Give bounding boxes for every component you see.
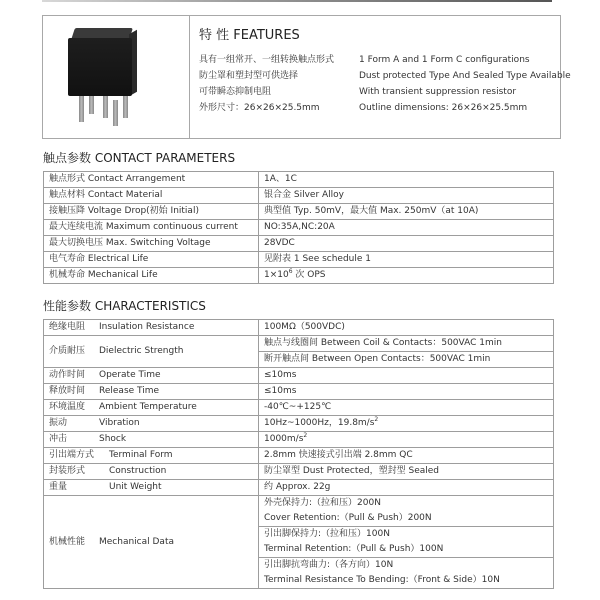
param-label: 最大连续电流 Maximum continuous current [44, 220, 259, 236]
param-label: 引出端方式 Terminal Form [44, 448, 259, 464]
param-label: 重量 Unit Weight [44, 480, 259, 496]
param-value: ≤10ms [259, 368, 554, 384]
table-row [44, 336, 554, 368]
table-row [44, 204, 554, 220]
param-value: 外壳保持力:（拉和压）200N Cover Retention:（Pull & Push）200N 引出脚保持力:（拉和压）100N Terminal Retention:（Pull & Push）100N 引出脚抗弯曲力:（各方向）10N Terminal Resistance To Bending:（Front & Side）10N [259, 496, 554, 589]
feature-en: 1 Form A and 1 Form C configurations [359, 55, 530, 65]
table-row [44, 480, 554, 496]
param-label: 触点材料 Contact Material [44, 188, 259, 204]
characteristics-section-title: 性能参数 CHARACTERISTICS [43, 299, 206, 313]
contact-section-title: 触点参数 CONTACT PARAMETERS [43, 151, 236, 165]
param-label: 介质耐压 Dielectric Strength [44, 336, 259, 368]
feature-en: Outline dimensions: 26×26×25.5mm [359, 103, 528, 113]
param-label: 机械性能 Mechanical Data [44, 496, 259, 589]
contact-parameters-table [43, 171, 554, 284]
param-value: 银合金 Silver Alloy [259, 188, 554, 204]
param-value: 约 Approx. 22g [259, 480, 554, 496]
top-divider-bar [42, 0, 552, 2]
feature-en: Dust protected Type And Sealed Type Available [359, 71, 571, 81]
param-value: $1000m/s^2$ [259, 432, 554, 448]
param-label: 释放时间 Release Time [44, 384, 259, 400]
table-row [44, 172, 554, 188]
table-row [44, 496, 554, 589]
feature-cn: 具有一组常开、一组转换触点形式 [199, 55, 335, 65]
param-value: 2.8mm 快速接式引出端 2.8mm QC [259, 448, 554, 464]
param-value: 见附表 1 See schedule 1 [259, 252, 554, 268]
param-value: 100MΩ（500VDC) [259, 320, 554, 336]
table-row [44, 400, 554, 416]
param-value: ≤10ms [259, 384, 554, 400]
table-row [44, 432, 554, 448]
param-label: 触点形式 Contact Arrangement [44, 172, 259, 188]
param-value: 28VDC [259, 236, 554, 252]
param-value: NO:35A,NC:20A [259, 220, 554, 236]
table-row [44, 448, 554, 464]
param-label: 接触压降 Voltage Drop(初始 Initial) [44, 204, 259, 220]
features-panel [42, 15, 571, 139]
table-row [44, 220, 554, 236]
param-label: 冲击 Shock [44, 432, 259, 448]
param-value: 防尘罩型 Dust Protected，塑封型 Sealed [259, 464, 554, 480]
features-text-cell [199, 16, 571, 138]
param-label: 电气寿命 Electrical Life [44, 252, 259, 268]
table-row [44, 188, 554, 204]
table-row [44, 368, 554, 384]
param-value: 触点与线圈间 Between Coil & Contacts：500VAC 1min 断开触点间 Between Open Contacts：500VAC 1min [259, 336, 554, 368]
table-row [44, 416, 554, 432]
feature-row [199, 84, 516, 97]
table-row [44, 384, 554, 400]
table-row [44, 268, 554, 284]
param-label: 最大切换电压 Max. Switching Voltage [44, 236, 259, 252]
feature-cn: 可带瞬态抑制电阻 [199, 87, 272, 97]
feature-row [199, 52, 530, 65]
param-label: 振动 Vibration [44, 416, 259, 432]
relay-product-image [63, 28, 163, 138]
param-label: 封装形式 Construction [44, 464, 259, 480]
product-photo-cell [43, 16, 190, 138]
param-label: 环境温度 Ambient Temperature [44, 400, 259, 416]
param-value: $1\times 10^6$ 次 OPS [259, 268, 554, 284]
features-title: 特 性 FEATURES [199, 28, 300, 43]
feature-cn: 防尘罩和塑封型可供选择 [199, 71, 299, 81]
param-label: 绝缘电阻 Insulation Resistance [44, 320, 259, 336]
param-value: 典型值 Typ. 50mV，最大值 Max. 250mV（at 10A) [259, 204, 554, 220]
param-value: -40℃~+125℃ [259, 400, 554, 416]
table-row [44, 236, 554, 252]
param-value: 10Hz~1000Hz，$19.8m/s^2$ [259, 416, 554, 432]
characteristics-table [43, 319, 554, 589]
param-label: 动作时间 Operate Time [44, 368, 259, 384]
feature-row [199, 68, 571, 81]
table-row [44, 320, 554, 336]
feature-row [199, 100, 527, 113]
table-row [44, 252, 554, 268]
param-value: 1A、1C [259, 172, 554, 188]
table-row [44, 464, 554, 480]
feature-en: With transient suppression resistor [359, 87, 517, 97]
feature-cn: 外形尺寸：26×26×25.5mm [199, 103, 320, 113]
param-label: 机械寿命 Mechanical Life [44, 268, 259, 284]
